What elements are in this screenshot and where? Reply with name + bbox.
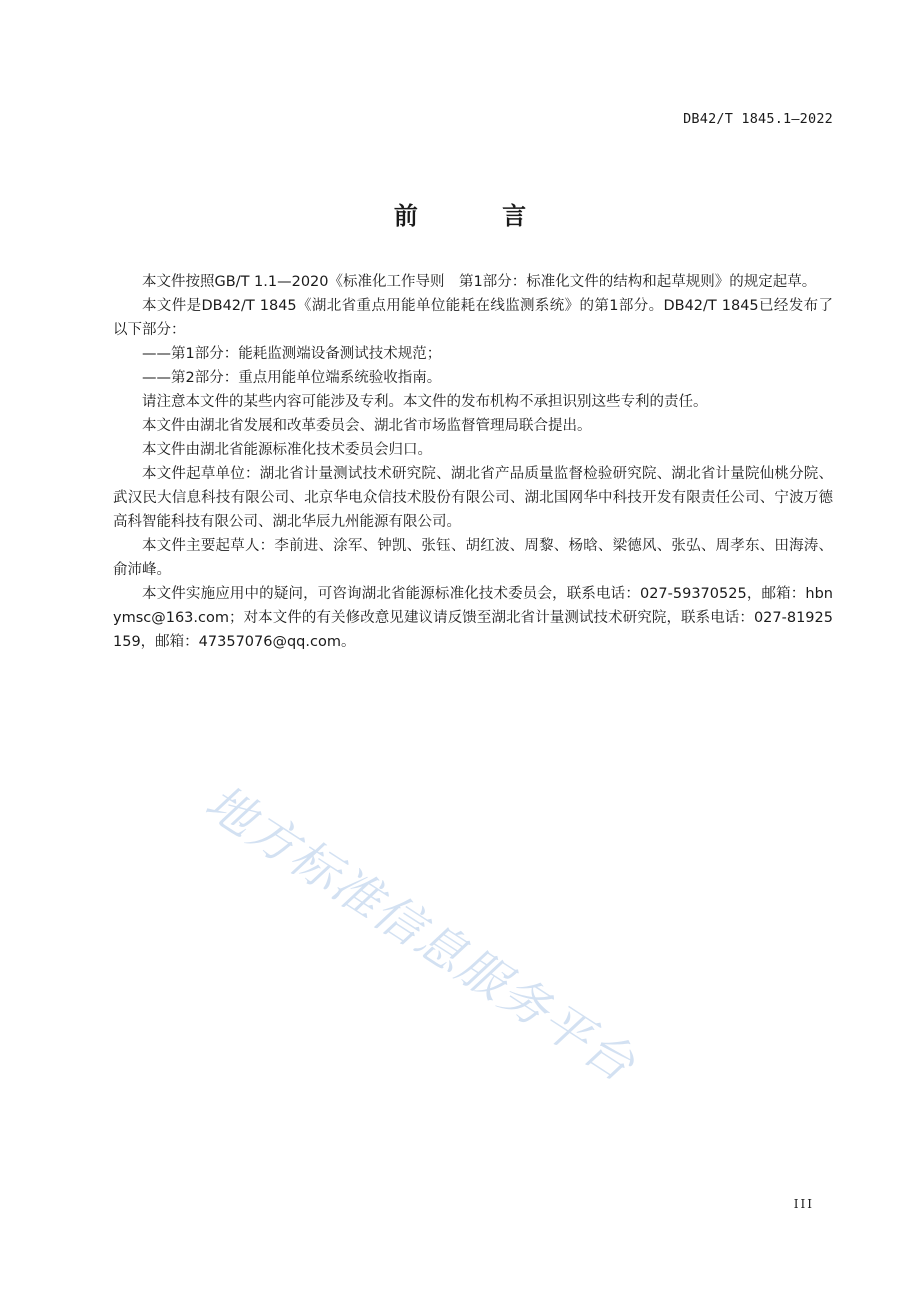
paragraph-proposer: 本文件由湖北省发展和改革委员会、湖北省市场监督管理局联合提出。 xyxy=(142,418,592,434)
list-item-part-2: ——第2部分：重点用能单位端系统验收指南。 xyxy=(142,370,442,386)
foreword-body xyxy=(113,270,833,654)
paragraph-part-info: 本文件是DB42/T 1845《湖北省重点用能单位能耗在线监测系统》的第1部分。DB42/T 1845已经发布了以下部分： xyxy=(113,298,833,338)
paragraph-drafting-basis: 本文件按照GB/T 1.1—2020《标准化工作导则 第1部分：标准化文件的结构和起草规则》的规定起草。 xyxy=(142,274,817,290)
paragraph-committee: 本文件由湖北省能源标准化技术委员会归口。 xyxy=(142,442,432,458)
page-number: III xyxy=(793,1197,814,1211)
paragraph-patent-notice: 请注意本文件的某些内容可能涉及专利。本文件的发布机构不承担识别这些专利的责任。 xyxy=(142,394,708,410)
page-title: 前 言 xyxy=(393,202,565,230)
paragraph-drafting-units: 本文件起草单位：湖北省计量测试技术研究院、湖北省产品质量监督检验研究院、湖北省计量院仙桃分院、武汉民大信息科技有限公司、北京华电众信技术股份有限公司、湖北国网华中科技开发有限责任公司、宁波万德高科智能科技有限公司、湖北华辰九州能源有限公司。 xyxy=(113,466,833,530)
document-code: DB42/T 1845.1—2022 xyxy=(683,111,833,127)
watermark: 地方标准信息服务平台 xyxy=(195,774,646,1094)
paragraph-contact: 本文件实施应用中的疑问，可咨询湖北省能源标准化技术委员会，联系电话：027-59370525，邮箱：hbnymsc@163.com；对本文件的有关修改意见建议请反馈至湖北省计量测试技术研究院，联系电话：027-81925159，邮箱：47357076@qq.com。 xyxy=(113,586,833,650)
paragraph-drafters: 本文件主要起草人：李前进、涂军、钟凯、张钰、胡红波、周黎、杨晗、梁德风、张弘、周孝东、田海涛、俞沛峰。 xyxy=(113,538,833,578)
list-item-part-1: ——第1部分：能耗监测端设备测试技术规范； xyxy=(142,346,442,362)
